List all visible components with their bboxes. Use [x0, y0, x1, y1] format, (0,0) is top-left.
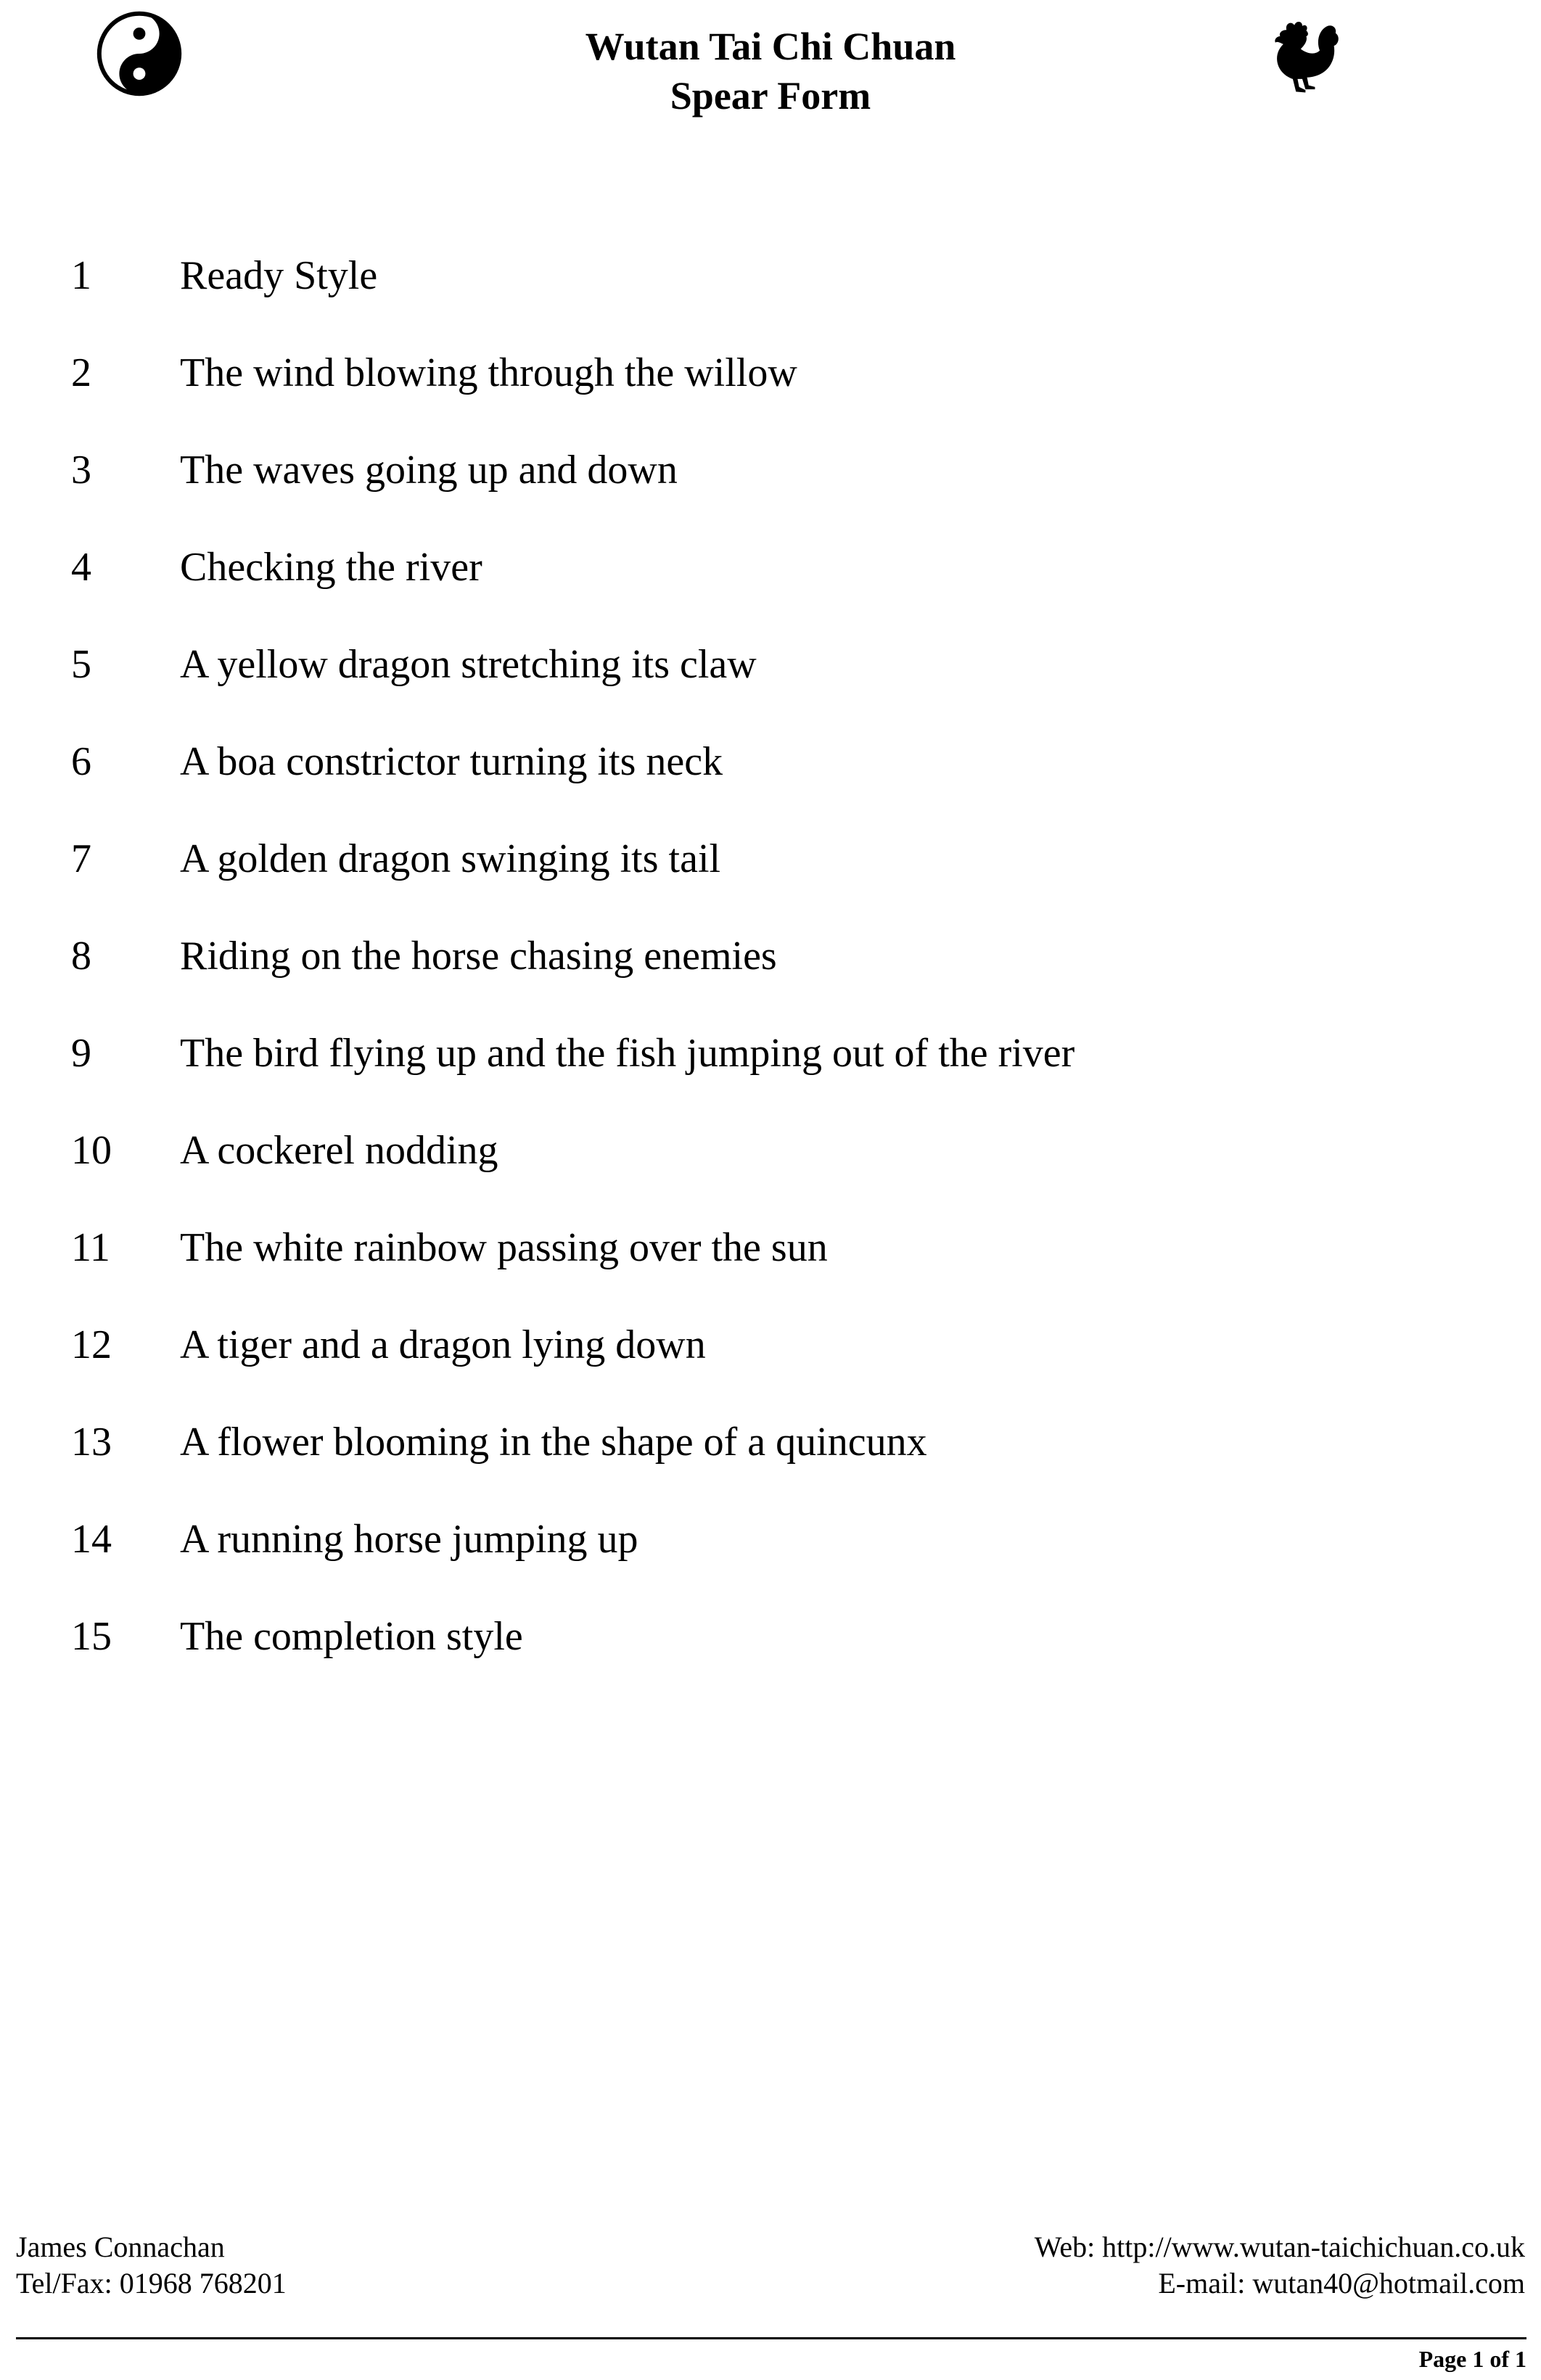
move-number: 3 [71, 448, 91, 493]
move-number: 13 [71, 1420, 112, 1465]
move-name: The completion style [180, 1614, 523, 1659]
move-item [0, 1121, 1541, 1219]
move-item [0, 1024, 1541, 1121]
move-item [0, 927, 1541, 1024]
move-number: 14 [71, 1517, 112, 1562]
footer-name: James Connachan [16, 2231, 225, 2263]
move-number: 2 [71, 350, 91, 395]
move-item [0, 733, 1541, 830]
move-name: A cockerel nodding [180, 1128, 498, 1173]
move-name: The bird flying up and the fish jumping out of the river [180, 1031, 1075, 1076]
footer-contact [16, 2229, 287, 2302]
footer-telfax: Tel/Fax: 01968 768201 [16, 2267, 287, 2299]
move-number: 10 [71, 1128, 112, 1173]
move-number: 9 [71, 1031, 91, 1076]
move-number: 8 [71, 934, 91, 979]
move-item [0, 1219, 1541, 1316]
move-name: A flower blooming in the shape of a quincunx [180, 1420, 927, 1465]
footer-web-link[interactable]: Web: http://www.wutan-taichichuan.co.uk [1034, 2231, 1525, 2263]
move-name: A boa constrictor turning its neck [180, 739, 723, 784]
move-name: The wind blowing through the willow [180, 350, 797, 395]
move-number: 4 [71, 545, 91, 590]
move-item [0, 538, 1541, 635]
move-name: A tiger and a dragon lying down [180, 1322, 706, 1367]
move-item [0, 344, 1541, 441]
page-title: Wutan Tai Chi Chuan [585, 25, 956, 68]
move-item [0, 635, 1541, 733]
page-number: Page 1 of 1 [1418, 2346, 1526, 2372]
move-name: Ready Style [180, 253, 378, 298]
move-name: Riding on the horse chasing enemies [180, 934, 777, 979]
move-name: Checking the river [180, 545, 482, 590]
move-number: 11 [71, 1225, 110, 1270]
move-number: 5 [71, 642, 91, 687]
move-name: A running horse jumping up [180, 1517, 638, 1562]
move-number: 12 [71, 1322, 112, 1367]
move-number: 15 [71, 1614, 112, 1659]
move-number: 6 [71, 739, 91, 784]
move-item [0, 1607, 1541, 1705]
footer-divider [16, 2337, 1526, 2339]
rooster-icon [1262, 19, 1342, 106]
move-item [0, 441, 1541, 538]
move-item [0, 1413, 1541, 1510]
move-name: A yellow dragon stretching its claw [180, 642, 757, 687]
footer-online [1035, 2229, 1525, 2302]
move-number: 7 [71, 836, 91, 881]
move-item [0, 1316, 1541, 1413]
move-item [0, 247, 1541, 344]
move-item [0, 1510, 1541, 1607]
move-name: A golden dragon swinging its tail [180, 836, 721, 881]
footer-email-link[interactable]: E-mail: wutan40@hotmail.com [1158, 2267, 1525, 2299]
move-name: The waves going up and down [180, 448, 678, 493]
page-subtitle: Spear Form [670, 74, 871, 118]
move-name: The white rainbow passing over the sun [180, 1225, 828, 1270]
move-number: 1 [71, 253, 91, 298]
moves-list [0, 247, 1541, 1705]
move-item [0, 830, 1541, 927]
